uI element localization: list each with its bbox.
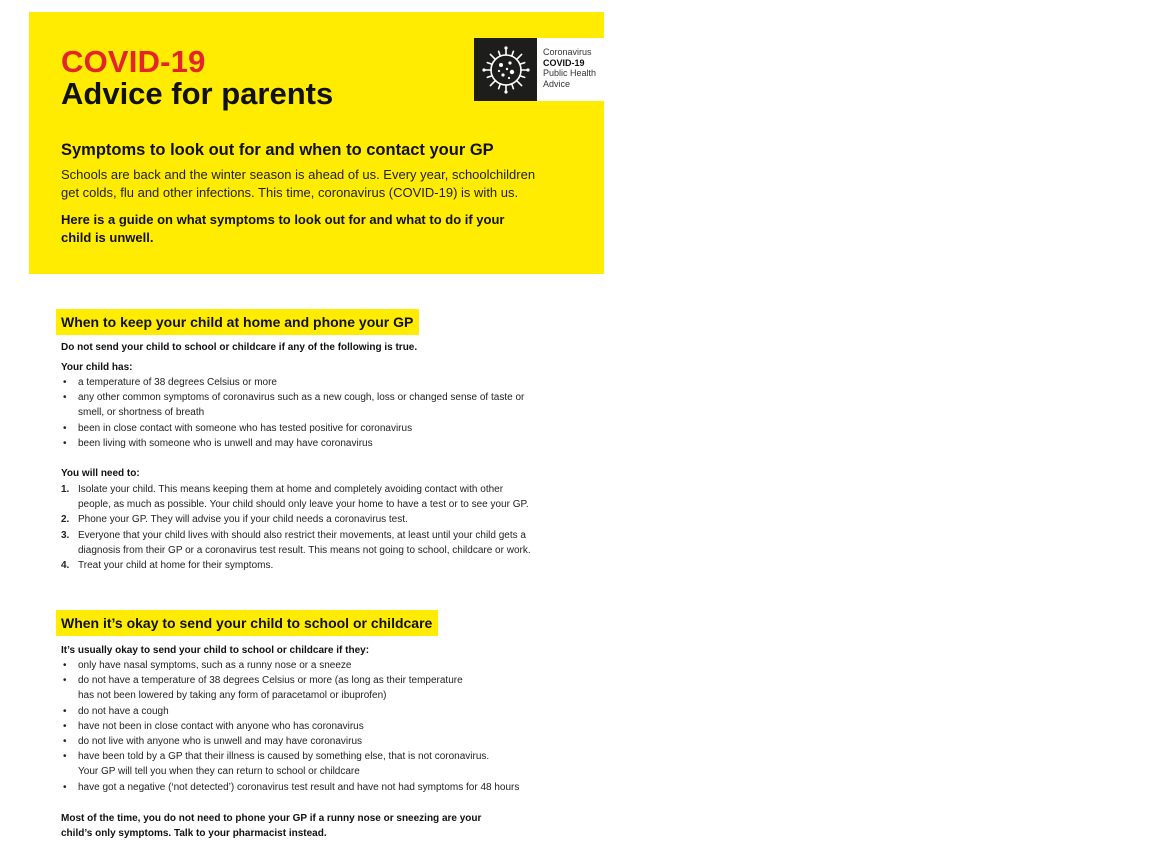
list-item: • only have nasal symptoms, such as a runny nose or a sneeze: [61, 658, 541, 673]
title-covid: COVID-19: [61, 44, 206, 79]
step-text: Everyone that your child lives with should also restrict their movements, at least until your child gets a diagnosis from their GP or a coronavirus test result. This means not going to school, childcare or work.: [78, 529, 531, 556]
need-to-label: You will need to:: [61, 468, 140, 479]
step-text: Phone your GP. They will advise you if your child needs a coronavirus test.: [78, 514, 408, 526]
logo-line-1: Coronavirus: [543, 47, 592, 57]
header-banner: [29, 12, 604, 274]
list-item: [61, 482, 537, 512]
list-item: • been in close contact with someone who has tested positive for coronavirus: [61, 421, 531, 436]
list-item: • a temperature of 38 degrees Celsius or more: [61, 375, 531, 390]
logo-line-3: Public Health: [543, 68, 597, 78]
list-item: • do not have a cough: [61, 704, 541, 719]
list-item: • have not been in close contact with anyone who has coronavirus: [61, 719, 541, 734]
list-item: [61, 558, 537, 573]
conditions-list: [61, 658, 541, 795]
public-health-logo: [474, 38, 604, 101]
logo-line-4: Advice: [543, 78, 571, 89]
guide-paragraph: Here is a guide on what symptoms to look out for and what to do if your child is unwell.: [61, 212, 505, 245]
list-item: • have been told by a GP that their illness is caused by something else, that is not coronavirus. Your GP will tell you when they can return to school or childcare: [61, 749, 498, 779]
footer-note: Most of the time, you do not need to phone your GP if a runny nose or sneezing are your child’s only symptoms. Talk to your pharmacist instead.: [61, 813, 482, 840]
list-item: • been living with someone who is unwell and may have coronavirus: [61, 436, 531, 451]
list-item: • any other common symptoms of coronavirus such as a new cough, loss or changed sense of taste or smell, or shortness of breath: [61, 390, 531, 420]
steps-list: [61, 482, 537, 573]
symptoms-subheading: Symptoms to look out for and when to contact your GP: [61, 141, 494, 159]
list-item: • do not live with anyone who is unwell and may have coronavirus: [61, 734, 541, 749]
list-item: [61, 528, 537, 558]
step-text: Isolate your child. This means keeping them at home and completely avoiding contact with other people, as much as possible. Your child should only leave your home to have a test or to see your GP.: [78, 484, 529, 511]
logo-text: [537, 38, 596, 101]
step-number: 3.: [61, 529, 70, 541]
step-number: 2.: [61, 514, 70, 526]
list-item: [61, 512, 537, 527]
child-has-label: Your child has:: [61, 362, 133, 373]
title-advice: Advice for parents: [61, 76, 334, 111]
step-number: 4.: [61, 560, 70, 572]
keep-home-warning: Do not send your child to school or childcare if any of the following is true.: [61, 342, 418, 353]
coronavirus-icon: [474, 38, 537, 101]
list-item: • have got a negative (‘not detected’) coronavirus test result and have not had symptoms for 48 hours: [61, 780, 541, 795]
step-text: Treat your child at home for their symptoms.: [78, 560, 274, 572]
section-heading-keep-home: When to keep your child at home and phone your GP: [56, 309, 419, 335]
logo-line-2: COVID-19: [543, 57, 585, 68]
list-item: • do not have a temperature of 38 degrees Celsius or more (as long as their temperature has not been lowered by taking any form of paracetamol or ibuprofen): [61, 673, 478, 703]
okay-school-lead: It’s usually okay to send your child to school or childcare if they:: [61, 645, 370, 656]
section-heading-okay-school: When it’s okay to send your child to school or childcare: [56, 610, 438, 636]
step-number: 1.: [61, 484, 70, 495]
symptoms-list: [61, 375, 531, 451]
intro-paragraph: Schools are back and the winter season is ahead of us. Every year, schoolchildren get colds, flu and other infections. This time, coronavirus (COVID-19) is with us.: [61, 167, 536, 200]
